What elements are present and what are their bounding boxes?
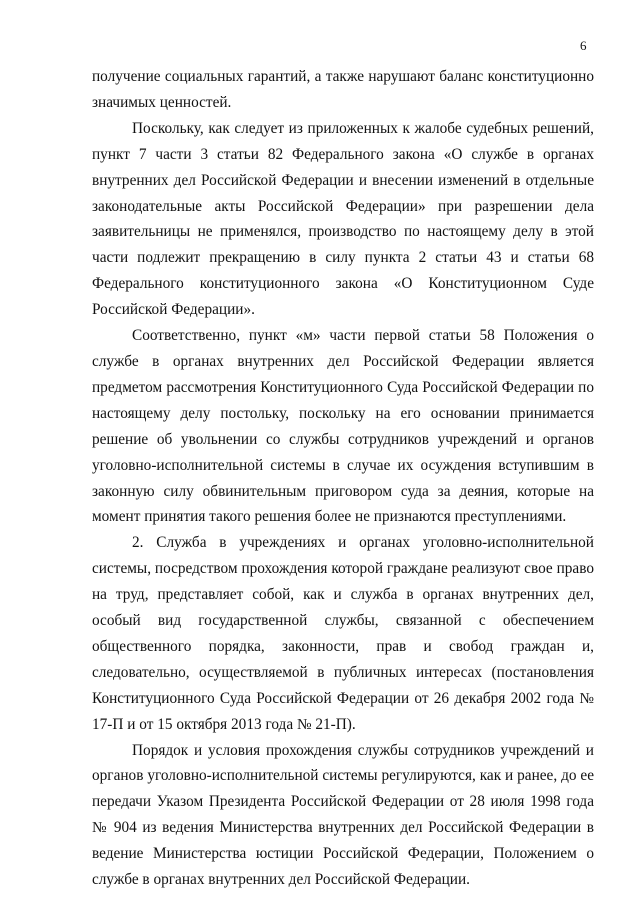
- page-number: 6: [580, 38, 587, 53]
- paragraph-3: Соответственно, пункт «м» части первой статьи 58 Положения о службе в органах внутренних дел Российской Федерации является предметом рассмотрения Конституционного Суда Российской Федерации по настоящему делу постольку, поскольку на его основании принимается решение об увольнении со службы сотрудников учреждений и органов уголовно-исполнительной системы в случае их осуждения вступившим в законную силу обвинительным приговором суда за деяния, которые на момент принятия такого решения более не признаются преступлениями.: [92, 327, 594, 526]
- paragraph-4: 2. Служба в учреждениях и органах уголовно-исполнительной системы, посредством прохождения которой граждане реализуют свое право на труд, представляет собой, как и служба в органах внутренних дел, особый вид государственной службы, связанной с обеспечением общественного порядка, законности, прав и свобод граждан и, следовательно, осуществляемой в публичных интересах (постановления Конституционного Суда Российской Федерации от 26 декабря 2002 года № 17-П и от 15 октября 2013 года № 21-П).: [92, 534, 594, 733]
- paragraph-2: Поскольку, как следует из приложенных к жалобе судебных решений, пункт 7 части 3 статьи 82 Федерального закона «О службе в органах внутренних дел Российской Федерации и внесении изменений в отдельные законодательные акты Российской Федерации» при разрешении дела заявительницы не применялся, производство по настоящему делу в этой части подлежит прекращению в силу пункта 2 статьи 43 и статьи 68 Федерального конституционного закона «О Конституционном Суде Российской Федерации».: [92, 119, 594, 319]
- paragraph-1: получение социальных гарантий, а также нарушают баланс конституционно значимых ценностей.: [92, 68, 594, 111]
- paragraph-5: Порядок и условия прохождения службы сотрудников учреждений и органов уголовно-исполнительной системы регулируются, как и ранее, до ее передачи Указом Президента Российской Федерации от 28 июля 1998 года № 904 из ведения Министерства внутренних дел Российской Федерации в ведение Министерства юстиции Российской Федерации, Положением о службе в органах внутренних дел Российской Федерации.: [92, 741, 594, 889]
- document-body: [92, 64, 594, 893]
